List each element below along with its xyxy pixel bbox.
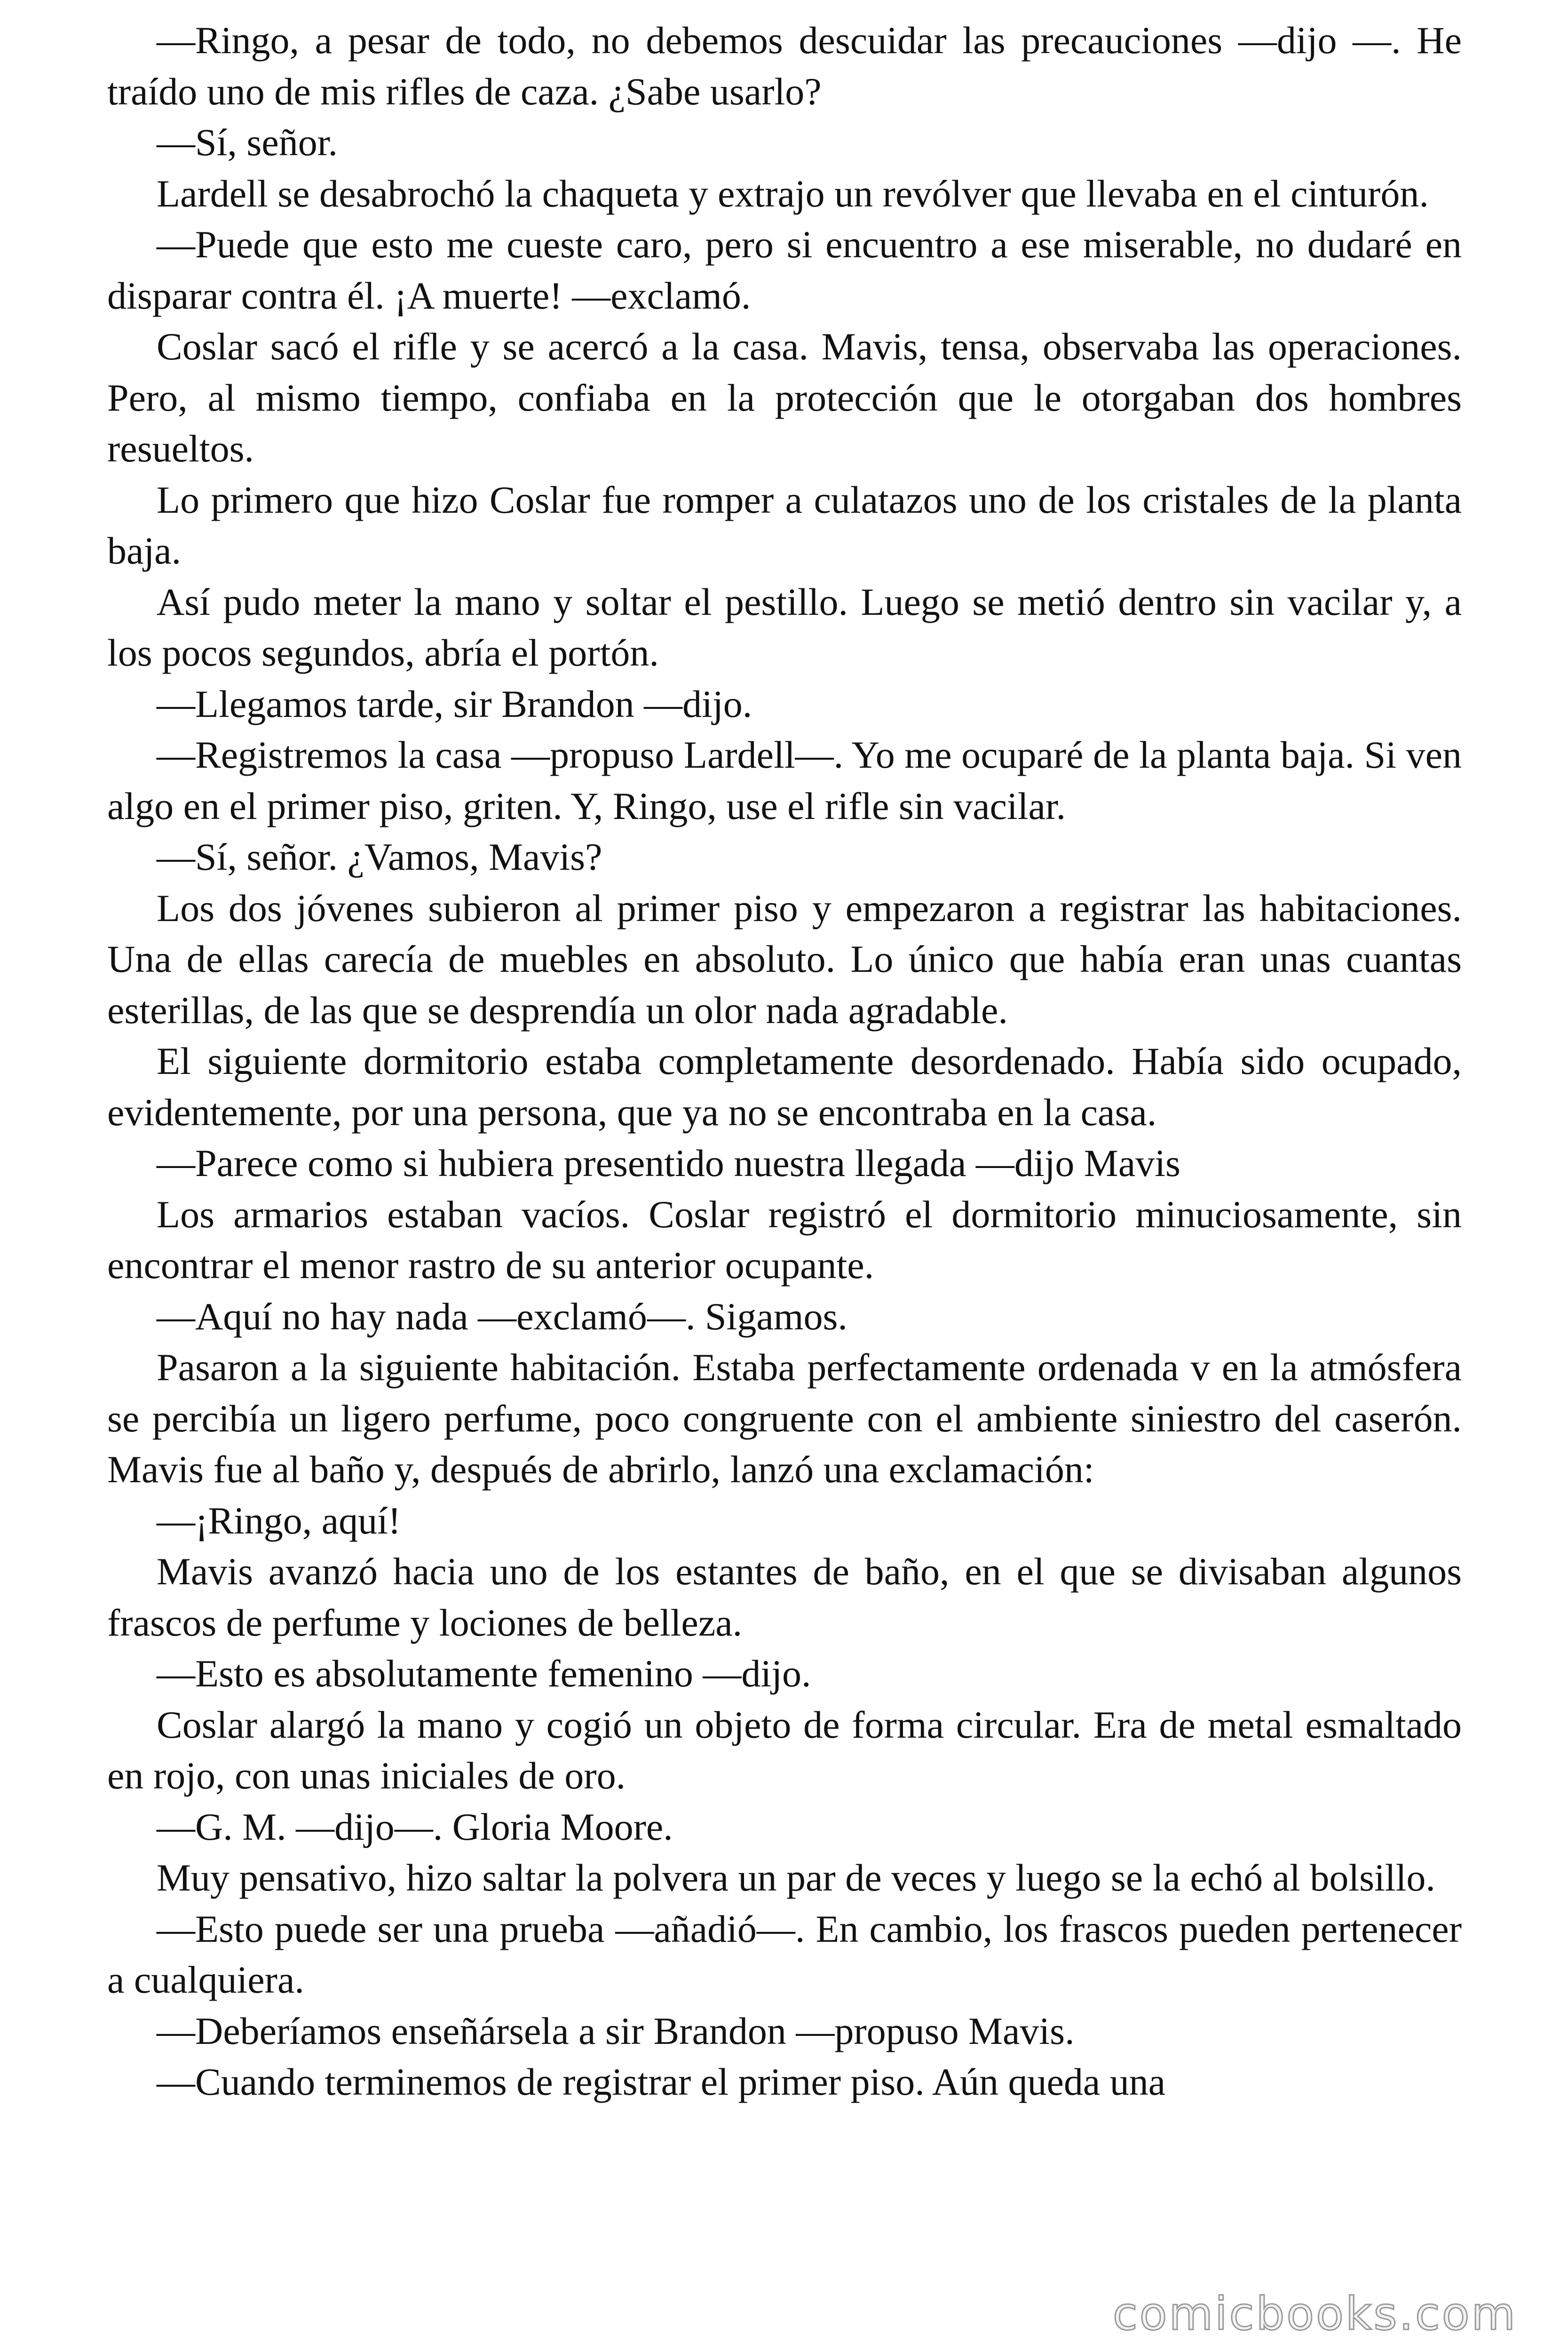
paragraph: —Aquí no hay nada —exclamó—. Sigamos. [157,1295,847,1338]
paragraph: —Puede que esto me cueste caro, pero si encuentro a ese miserable, no dudaré en disparar contra él. ¡A muerte! —exclamó. [107,223,1462,317]
paragraph: —Ringo, a pesar de todo, no debemos descuidar las precauciones —dijo —. He traído uno de mis rifles de caza. ¿Sabe usarlo? [107,19,1462,113]
watermark: comicbooks.com [1112,2288,1517,2340]
paragraph: —Sí, señor. [157,121,338,164]
paragraph: El siguiente dormitorio estaba completamente desordenado. Había sido ocupado, evidentemente, por una persona, que ya no se encontraba en la casa. [107,1040,1462,1134]
paragraph: —Llegamos tarde, sir Brandon —dijo. [157,682,752,725]
paragraph: —Cuando terminemos de registrar el primer piso. Aún queda una [157,2060,1166,2103]
paragraph: Coslar sacó el rifle y se acercó a la casa. Mavis, tensa, observaba las operaciones. Pero, al mismo tiempo, confiaba en la protección que le otorgaban dos hombres resueltos. [107,325,1462,470]
paragraph: —G. M. —dijo—. Gloria Moore. [157,1805,673,1848]
paragraph: Muy pensativo, hizo saltar la polvera un par de veces y luego se la echó al bolsillo. [157,1856,1435,1899]
paragraph: —Sí, señor. ¿Vamos, Mavis? [157,835,602,878]
paragraph: Así pudo meter la mano y soltar el pestillo. Luego se metió dentro sin vacilar y, a los pocos segundos, abría el portón. [107,580,1462,674]
paragraph: —Deberíamos enseñársela a sir Brandon —propuso Mavis. [157,2009,1075,2052]
paragraph: —Registremos la casa —propuso Lardell—. Yo me ocuparé de la planta baja. Si ven algo en el primer piso, griten. Y, Ringo, use el rifle sin vacilar. [107,733,1462,827]
paragraph: —Esto es absolutamente femenino —dijo. [157,1652,811,1695]
paragraph: Coslar alargó la mano y cogió un objeto de forma circular. Era de metal esmaltado en rojo, con unas iniciales de oro. [107,1703,1462,1797]
paragraph: Lardell se desabrochó la chaqueta y extrajo un revólver que llevaba en el cinturón. [157,172,1429,215]
paragraph: —Parece como si hubiera presentido nuestra llegada —dijo Mavis [157,1142,1180,1184]
paragraph: Los dos jóvenes subieron al primer piso y empezaron a registrar las habitaciones. Una de ellas carecía de muebles en absoluto. Lo único que había eran unas cuantas esterillas, de las que se desprendía un olor nada agradable. [107,886,1462,1032]
page-text [107,15,1462,2108]
paragraph: —¡Ringo, aquí! [157,1499,401,1542]
paragraph: —Esto puede ser una prueba —añadió—. En cambio, los frascos pueden pertenecer a cualquiera. [107,1907,1462,2001]
paragraph: Pasaron a la siguiente habitación. Estaba perfectamente ordenada v en la atmósfera se percibía un ligero perfume, poco congruente con el ambiente siniestro del caserón. Mavis fue al baño y, después de abrirlo, lanzó una exclamación: [107,1346,1462,1491]
paragraph: Lo primero que hizo Coslar fue romper a culatazos uno de los cristales de la planta baja. [107,478,1462,572]
paragraph: Los armarios estaban vacíos. Coslar registró el dormitorio minuciosamente, sin encontrar el menor rastro de su anterior ocupante. [107,1192,1462,1287]
paragraph: Mavis avanzó hacia uno de los estantes de baño, en el que se divisaban algunos frascos de perfume y lociones de belleza. [107,1550,1462,1644]
